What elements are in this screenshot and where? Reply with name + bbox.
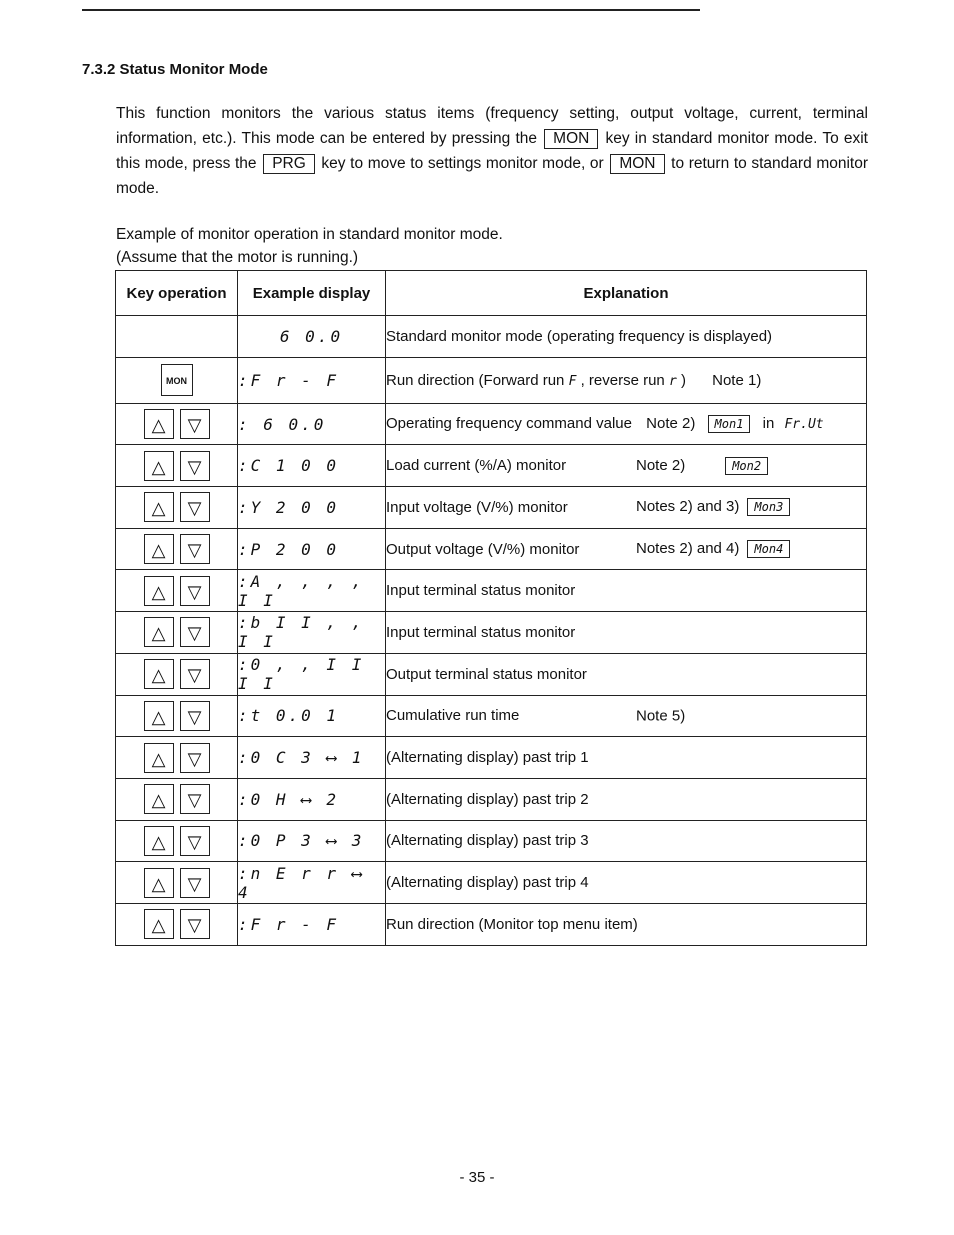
explanation-cell: Input terminal status monitor (386, 612, 867, 654)
down-arrow-icon: ▽ (180, 826, 210, 856)
table-row (116, 487, 867, 529)
intro-paragraph: This function monitors the various status items (frequency setting, output voltage, current, terminal information, etc.). This mode can be entered by pressing the MON key in standard monitor mode. To exit this mode, press the PRG key to move to settings monitor mode, or MON to return to standard monitor mode. (116, 105, 869, 197)
up-arrow-icon: △ (144, 909, 174, 939)
table-row (116, 862, 867, 904)
display-cell: :n E r r ⟷ 4 (238, 862, 386, 904)
key-cell (116, 695, 238, 737)
key-cell (116, 445, 238, 487)
key-cell (116, 528, 238, 570)
up-arrow-icon: △ (144, 492, 174, 522)
down-arrow-icon: ▽ (180, 409, 210, 439)
display-cell: :0 H ⟷ 2 (238, 778, 386, 820)
table-header (116, 271, 867, 316)
key-cell (116, 862, 238, 904)
mon-code-box: Mon2 (725, 457, 768, 475)
mon-code-box: Mon1 (708, 415, 751, 433)
table-row (116, 820, 867, 862)
page-number: - 35 - (459, 1169, 495, 1186)
header-explanation: Explanation (386, 271, 867, 316)
display-cell: :Y 2 0 0 (238, 487, 386, 529)
explanation-cell: Standard monitor mode (operating frequency is displayed) (386, 316, 867, 358)
mon-code-box: Mon3 (747, 498, 790, 516)
explanation-cell: Cumulative run time Note 5) (386, 695, 867, 737)
up-arrow-icon: △ (144, 576, 174, 606)
display-cell: :A , , , , I I (238, 570, 386, 612)
table-row (116, 403, 867, 445)
key-cell (116, 612, 238, 654)
explanation-cell: (Alternating display) past trip 1 (386, 737, 867, 779)
header-key-operation: Key operation (116, 271, 238, 316)
down-arrow-icon: ▽ (180, 701, 210, 731)
down-arrow-icon: ▽ (180, 534, 210, 564)
display-cell: :F r - F (238, 903, 386, 945)
mon-key-icon: MON (161, 364, 193, 396)
section-title: 7.3.2 Status Monitor Mode (82, 61, 268, 78)
header-example-display: Example display (238, 271, 386, 316)
table-row (116, 778, 867, 820)
display-cell: :0 C 3 ⟷ 1 (238, 737, 386, 779)
table-row (116, 612, 867, 654)
explanation-cell: Input terminal status monitor (386, 570, 867, 612)
explanation-cell: (Alternating display) past trip 4 (386, 862, 867, 904)
display-cell: : 6 0.0 (238, 403, 386, 445)
key-cell (116, 357, 238, 403)
display-cell: :0 P 3 ⟷ 3 (238, 820, 386, 862)
explanation-cell: (Alternating display) past trip 2 (386, 778, 867, 820)
prg-key-label: PRG (263, 154, 315, 174)
explanation-cell: Output voltage (V/%) monitor Notes 2) and 4) Mon4 (386, 528, 867, 570)
table-row (116, 653, 867, 695)
table-row (116, 737, 867, 779)
mon-key-label: MON (544, 129, 598, 149)
display-cell: :F r - F (238, 357, 386, 403)
up-arrow-icon: △ (144, 659, 174, 689)
explanation-cell: Input voltage (V/%) monitor Notes 2) and 3) Mon3 (386, 487, 867, 529)
mon-key-label: MON (610, 154, 664, 174)
down-arrow-icon: ▽ (180, 617, 210, 647)
table-row (116, 357, 867, 403)
down-arrow-icon: ▽ (180, 743, 210, 773)
display-cell: :P 2 0 0 (238, 528, 386, 570)
key-cell (116, 487, 238, 529)
display-cell: :C 1 0 0 (238, 445, 386, 487)
explanation-cell: (Alternating display) past trip 3 (386, 820, 867, 862)
explanation-cell: Operating frequency command value Note 2) Mon1 in Fr.Ut (386, 403, 867, 445)
key-cell (116, 820, 238, 862)
monitor-table (115, 270, 867, 946)
down-arrow-icon: ▽ (180, 909, 210, 939)
table-row (116, 528, 867, 570)
up-arrow-icon: △ (144, 784, 174, 814)
explanation-cell: Run direction (Forward run F , reverse run r ) Note 1) (386, 357, 867, 403)
up-arrow-icon: △ (144, 617, 174, 647)
table-row (116, 445, 867, 487)
explanation-cell: Load current (%/A) monitor Note 2) Mon2 (386, 445, 867, 487)
table-row (116, 695, 867, 737)
up-arrow-icon: △ (144, 534, 174, 564)
display-cell: :t 0.0 1 (238, 695, 386, 737)
up-arrow-icon: △ (144, 701, 174, 731)
down-arrow-icon: ▽ (180, 576, 210, 606)
explanation-cell: Output terminal status monitor (386, 653, 867, 695)
key-cell (116, 403, 238, 445)
down-arrow-icon: ▽ (180, 784, 210, 814)
table-row (116, 903, 867, 945)
key-cell (116, 570, 238, 612)
table-row (116, 570, 867, 612)
down-arrow-icon: ▽ (180, 451, 210, 481)
up-arrow-icon: △ (144, 743, 174, 773)
key-cell (116, 653, 238, 695)
up-arrow-icon: △ (144, 868, 174, 898)
up-arrow-icon: △ (144, 826, 174, 856)
display-cell: :b I I , , I I (238, 612, 386, 654)
display-cell: :0 , , I I I I (238, 653, 386, 695)
explanation-cell: Run direction (Monitor top menu item) (386, 903, 867, 945)
table-row (116, 316, 867, 358)
example-caption: Example of monitor operation in standard monitor mode. (Assume that the motor is running.) (116, 226, 503, 266)
display-cell: 6 0.0 (238, 316, 386, 358)
down-arrow-icon: ▽ (180, 492, 210, 522)
key-cell (116, 316, 238, 358)
down-arrow-icon: ▽ (180, 868, 210, 898)
up-arrow-icon: △ (144, 451, 174, 481)
key-cell (116, 778, 238, 820)
top-rule (82, 9, 700, 11)
down-arrow-icon: ▽ (180, 659, 210, 689)
key-cell (116, 737, 238, 779)
up-arrow-icon: △ (144, 409, 174, 439)
key-cell (116, 903, 238, 945)
mon-code-box: Mon4 (747, 540, 790, 558)
